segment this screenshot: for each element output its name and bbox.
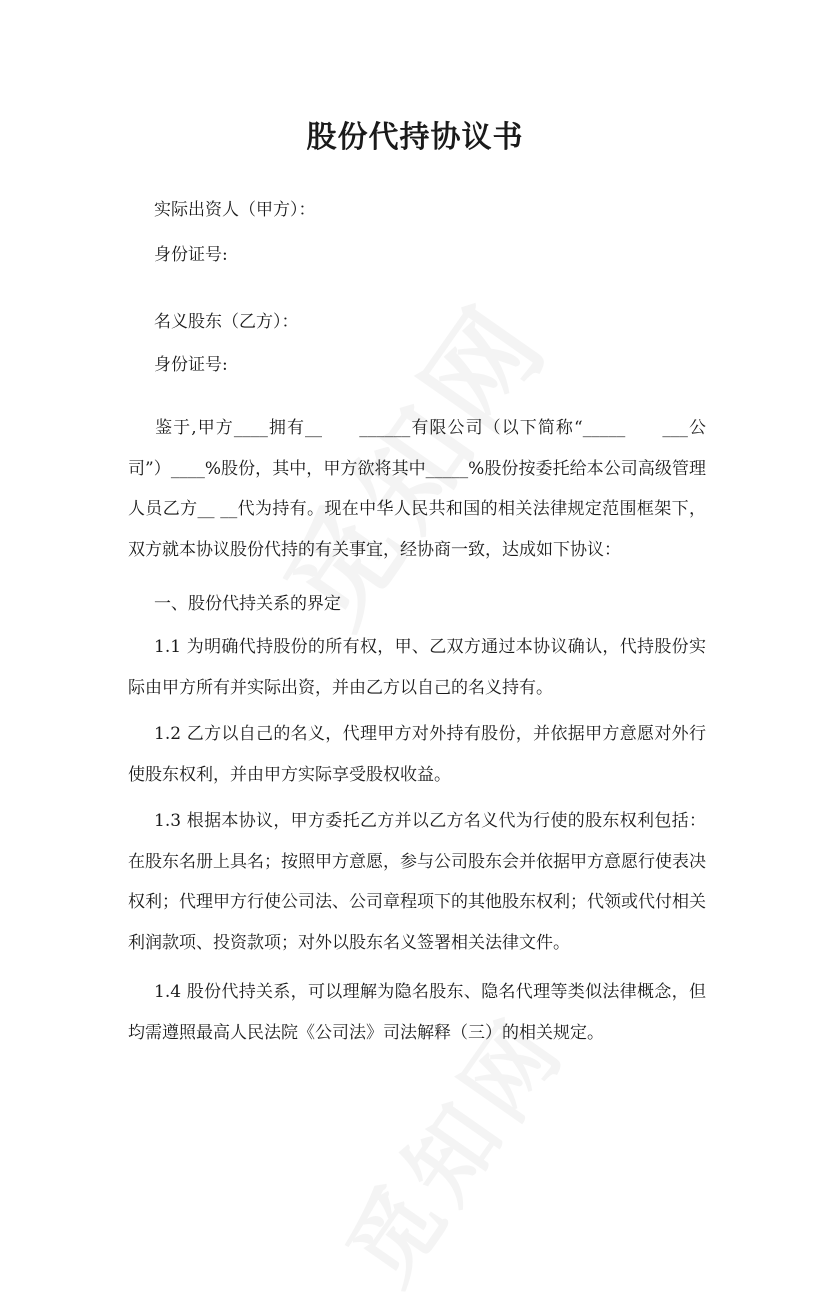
paragraph-text: 1.3 根据本协议，甲方委托乙方并以乙方名义代为行使的股东权利包括：在股东名册上具名；按照甲方意愿，参与公司股东会并依据甲方意愿行使表决权利；代理甲方行使公司法、公司章程项下的其他股东权利；代领或代付相关利润款项、投资款项；对外以股东名义签署相关法律文件。 [128,811,706,953]
party-a-name-field: 实际出资人（甲方）： [154,200,316,220]
party-a-id-field: 身份证号: [154,245,228,265]
clause-1-1 [128,627,706,708]
paragraph-text: 一、股份代持关系的界定 [154,594,341,614]
clause-1-2 [128,714,706,795]
paragraph-text: 鉴于,甲方____拥有__ ______有限公司（以下简称“_____ ___公司”）____%股份，其中，甲方欲将其中_____%股份按委托给本公司高级管理人员乙方__ __代为持有。现在中华人民共和国的相关法律规定范围框架下，双方就本协议股份代持的有关事宜，经协商一致，达成如下协议： [128,418,706,560]
clause-1-3 [128,801,706,963]
paragraph-text: 1.2 乙方以自己的名义，代理甲方对外持有股份，并依据甲方意愿对外行使股东权利，并由甲方实际享受股权收益。 [128,724,706,785]
party-b-name-field: 名义股东（乙方）： [154,312,299,332]
clause-1-4 [128,972,706,1053]
preamble-paragraph [128,408,706,570]
document-title: 股份代持协议书 [306,120,524,155]
party-b-id-field: 身份证号: [154,355,228,375]
paragraph-text: 1.4 股份代持关系，可以理解为隐名股东、隐名代理等类似法律概念，但均需遵照最高人民法院《公司法》司法解释（三）的相关规定。 [128,982,706,1043]
paragraph-text: 1.1 为明确代持股份的所有权，甲、乙双方通过本协议确认，代持股份实际由甲方所有并实际出资，并由乙方以自己的名义持有。 [128,637,706,698]
section-heading [128,584,706,625]
